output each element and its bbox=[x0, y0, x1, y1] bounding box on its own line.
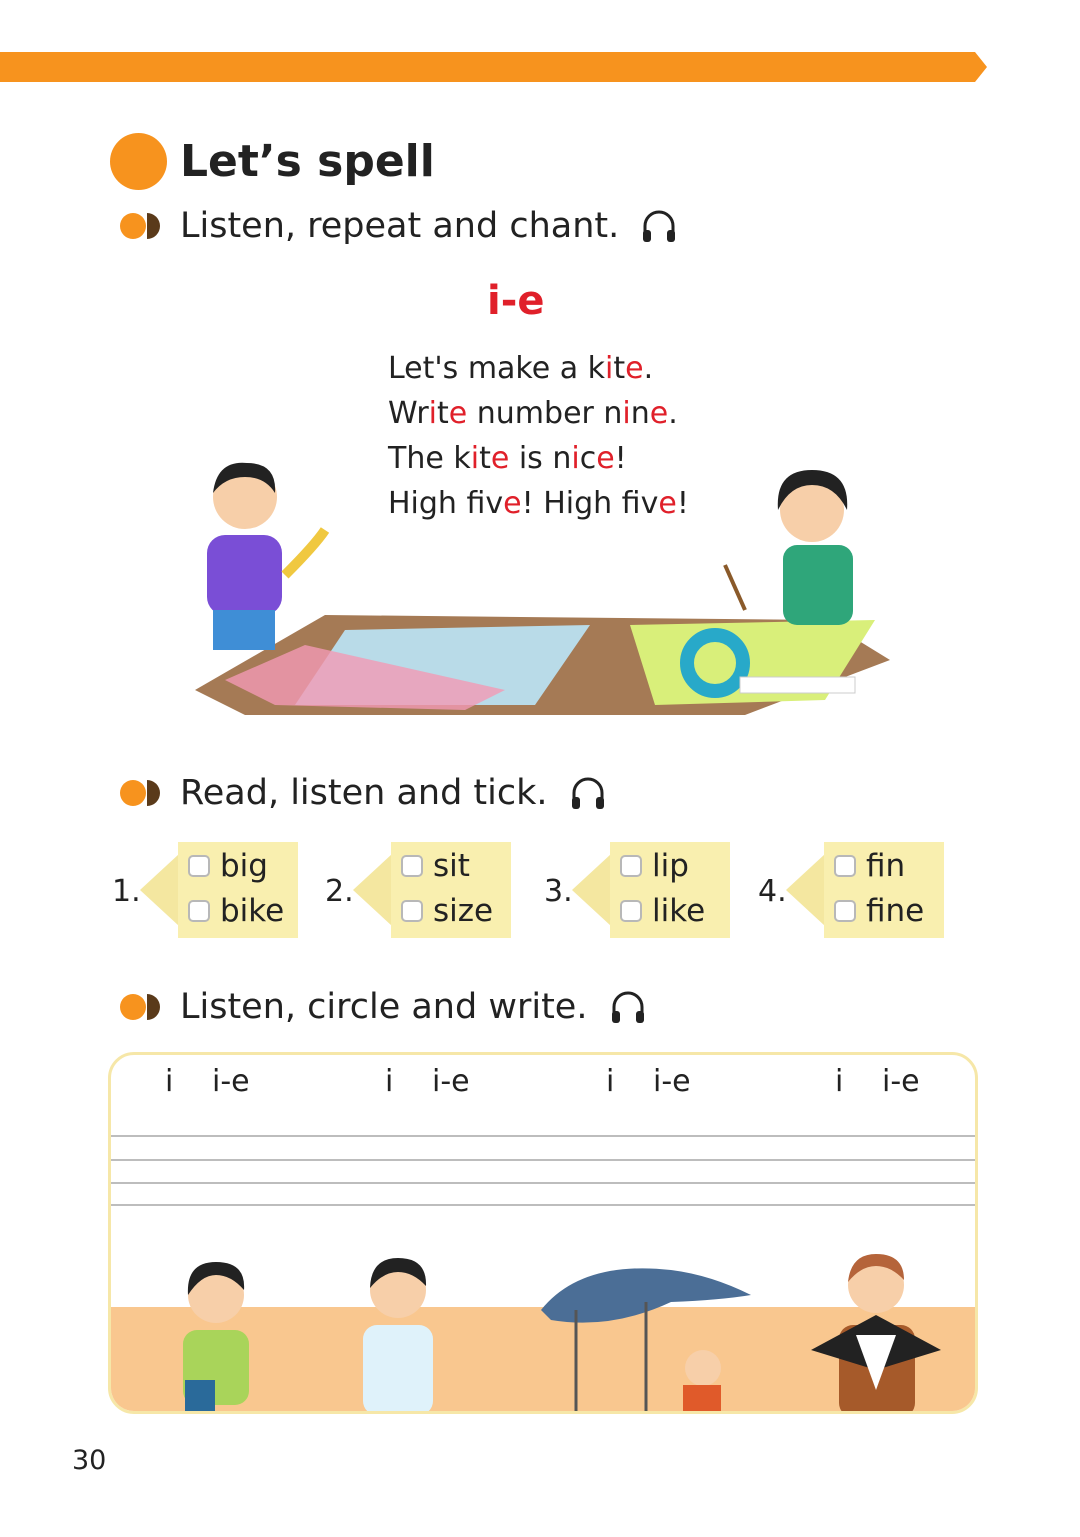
chant-segment: ! bbox=[676, 486, 689, 521]
tick-item-number: 4. bbox=[758, 874, 787, 909]
section-marker-icon bbox=[110, 133, 167, 190]
tick-option[interactable] bbox=[620, 846, 689, 886]
chant-highlight-letter: e bbox=[625, 351, 644, 386]
word-card bbox=[178, 842, 298, 938]
activity-3-instruction-text: Listen, circle and write. bbox=[180, 987, 588, 1027]
activity-2-instruction-text: Read, listen and tick. bbox=[180, 773, 548, 813]
choice-i-e[interactable]: i-e bbox=[432, 1064, 470, 1099]
chant-segment: ! High f bbox=[521, 486, 641, 521]
tick-word: sit bbox=[433, 848, 470, 884]
chant-highlight-letter: i bbox=[622, 396, 631, 431]
word-card bbox=[824, 842, 944, 938]
activity-3-instruction bbox=[180, 985, 647, 1029]
tick-word: fine bbox=[866, 893, 925, 929]
chant-segment: ! bbox=[614, 441, 627, 476]
bullet-icon bbox=[120, 780, 160, 806]
tick-item-4 bbox=[758, 842, 943, 938]
checkbox[interactable] bbox=[401, 855, 423, 877]
tick-option[interactable] bbox=[188, 846, 268, 886]
tick-word: fin bbox=[866, 848, 906, 884]
section-title: Let’s spell bbox=[180, 136, 435, 187]
tick-option[interactable] bbox=[834, 846, 905, 886]
activity-1-instruction-text: Listen, repeat and chant. bbox=[180, 206, 620, 246]
chant-highlight-letter: e bbox=[490, 441, 510, 476]
chant-segment: Wr bbox=[388, 396, 429, 431]
choice-i[interactable]: i bbox=[606, 1064, 615, 1099]
phonics-pattern: i-e bbox=[487, 278, 545, 324]
checkbox[interactable] bbox=[401, 900, 423, 922]
chant-line bbox=[388, 391, 689, 436]
writing-line bbox=[111, 1159, 975, 1161]
tick-word: like bbox=[652, 893, 706, 929]
writing-line[interactable] bbox=[111, 1182, 975, 1184]
write-panel bbox=[108, 1052, 978, 1414]
chant-highlight-letter: e bbox=[649, 396, 669, 431]
bullet-icon bbox=[120, 213, 160, 239]
checkbox[interactable] bbox=[188, 900, 210, 922]
chant-segment: v bbox=[485, 486, 504, 521]
chant-segment: High f bbox=[388, 486, 486, 521]
chant-segment: Let's make a k bbox=[388, 351, 606, 386]
chant-segment: . bbox=[643, 351, 654, 386]
chant-segment: The k bbox=[388, 441, 471, 476]
chant-highlight-letter: i bbox=[571, 441, 580, 476]
chant-segment: is n bbox=[509, 441, 572, 476]
checkbox[interactable] bbox=[188, 855, 210, 877]
chant-line bbox=[388, 346, 689, 391]
writing-line bbox=[111, 1204, 975, 1206]
header-band bbox=[0, 52, 975, 82]
chant-segment: t bbox=[437, 396, 449, 431]
tick-word: big bbox=[220, 848, 268, 884]
headphones-icon[interactable] bbox=[609, 989, 647, 1027]
kids-making-kite-illustration bbox=[185, 455, 900, 715]
tick-word: bike bbox=[220, 893, 285, 929]
tick-item-number: 3. bbox=[544, 874, 573, 909]
writing-line bbox=[111, 1135, 975, 1137]
bullet-icon bbox=[120, 994, 160, 1020]
chant-segment: t bbox=[613, 351, 626, 386]
checkbox[interactable] bbox=[620, 900, 642, 922]
chant-highlight-letter: i bbox=[470, 441, 480, 476]
tick-word: lip bbox=[652, 848, 689, 884]
tick-item-2 bbox=[325, 842, 510, 938]
activity-2-instruction bbox=[180, 771, 607, 815]
chant-segment: number n bbox=[467, 396, 623, 431]
tick-item-3 bbox=[544, 842, 729, 938]
headphones-icon[interactable] bbox=[640, 208, 678, 246]
tick-option[interactable] bbox=[834, 891, 924, 931]
activity-1-instruction bbox=[180, 204, 678, 248]
tick-option[interactable] bbox=[188, 891, 284, 931]
headphones-icon[interactable] bbox=[569, 775, 607, 813]
page-number: 30 bbox=[72, 1445, 107, 1476]
choice-i[interactable]: i bbox=[165, 1064, 174, 1099]
tick-item-1 bbox=[112, 842, 297, 938]
chant-segment: c bbox=[579, 441, 597, 476]
tick-item-number: 2. bbox=[325, 874, 354, 909]
chant-highlight-letter: e bbox=[503, 486, 522, 521]
checkbox[interactable] bbox=[834, 900, 856, 922]
choice-i-e[interactable]: i-e bbox=[212, 1064, 250, 1099]
word-card bbox=[610, 842, 730, 938]
tick-item-number: 1. bbox=[112, 874, 141, 909]
chant-segment: t bbox=[479, 441, 491, 476]
picture-strip-illustrations bbox=[111, 1240, 975, 1414]
chant-segment: v bbox=[640, 486, 659, 521]
tick-option[interactable] bbox=[401, 891, 493, 931]
choice-i[interactable]: i bbox=[385, 1064, 394, 1099]
tick-option[interactable] bbox=[620, 891, 705, 931]
chant-highlight-letter: e bbox=[658, 486, 677, 521]
chant-highlight-letter: e bbox=[448, 396, 468, 431]
tick-word: size bbox=[433, 893, 494, 929]
chant-highlight-letter: i bbox=[428, 396, 437, 431]
chant-highlight-letter: e bbox=[596, 441, 615, 476]
chant-segment: . bbox=[668, 396, 678, 431]
choice-i[interactable]: i bbox=[835, 1064, 844, 1099]
choice-i-e[interactable]: i-e bbox=[653, 1064, 691, 1099]
chant-segment: n bbox=[630, 396, 650, 431]
word-card bbox=[391, 842, 511, 938]
checkbox[interactable] bbox=[620, 855, 642, 877]
checkbox[interactable] bbox=[834, 855, 856, 877]
chant-highlight-letter: i bbox=[605, 351, 614, 386]
choice-i-e[interactable]: i-e bbox=[882, 1064, 920, 1099]
tick-option[interactable] bbox=[401, 846, 470, 886]
